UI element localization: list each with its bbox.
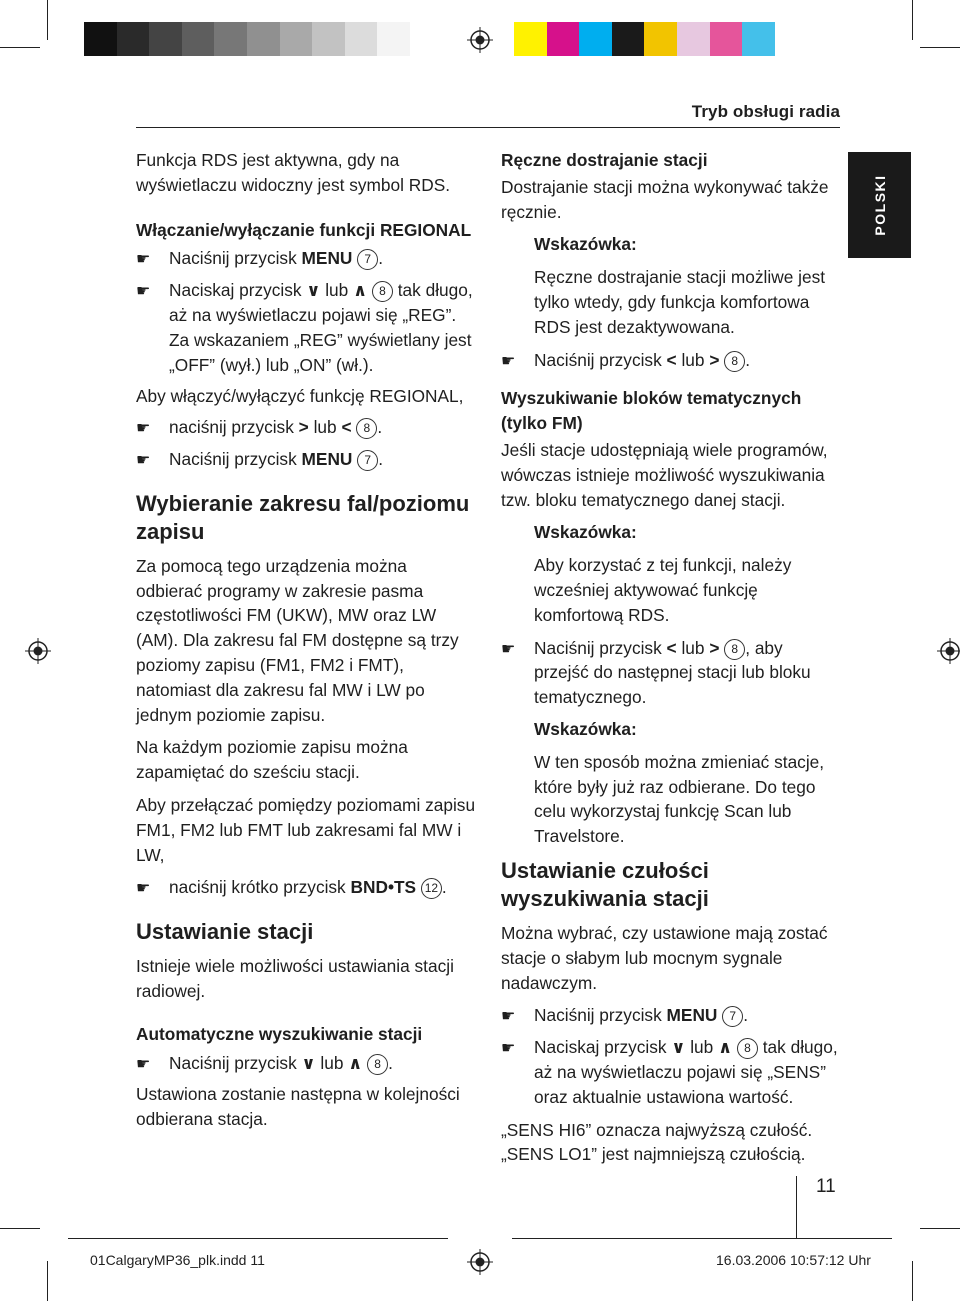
color-swatch <box>612 22 645 56</box>
pointing-hand-icon: ☛ <box>136 420 151 438</box>
registration-mark-icon <box>467 27 493 53</box>
range-paragraph: Na każdym poziomie zapisu można zapamiętać do sześciu stacji. <box>136 737 408 783</box>
footer-rule <box>68 1238 448 1239</box>
button-number-badge: 8 <box>372 281 393 302</box>
crop-mark <box>912 0 913 40</box>
button-number-badge: 8 <box>724 351 745 372</box>
sensitivity-heading: Ustawianie czułości wyszukiwania stacji <box>501 857 709 911</box>
language-tab-label: POLSKI <box>871 174 888 236</box>
color-swatch <box>775 22 808 56</box>
down-arrow-icon: ∨ <box>306 280 321 301</box>
pointing-hand-icon: ☛ <box>136 451 151 469</box>
color-swatch <box>182 22 215 56</box>
registration-mark-icon <box>937 638 960 664</box>
tip-text: W ten sposób można zmieniać stacje, które były już raz odbierane. Do tego celu wykorzystaj funkcję Scan lub Travelstore. <box>534 751 825 847</box>
left-arrow-icon: < <box>666 637 677 658</box>
button-number-badge: 7 <box>722 1006 743 1027</box>
list-item: ☛ Naciśnij przycisk MENU 7 . <box>136 447 476 472</box>
color-swatch <box>377 22 410 56</box>
running-title: Tryb obsługi radia <box>691 102 840 121</box>
up-arrow-icon: ∧ <box>348 1052 363 1073</box>
pointing-hand-icon: ☛ <box>501 1040 516 1058</box>
regional-heading: Włączanie/wyłączanie funkcji REGIONAL <box>136 219 472 240</box>
page-number: 11 <box>816 1176 836 1197</box>
left-arrow-icon: < <box>341 417 352 438</box>
left-arrow-icon: < <box>666 349 677 370</box>
list-item: ☛ Naciśnij przycisk MENU 7 . <box>136 246 476 271</box>
color-swatch <box>710 22 743 56</box>
auto-search-result: Ustawiona zostanie następna w kolejności odbierana stacja. <box>136 1084 460 1130</box>
button-number-badge: 7 <box>357 450 378 471</box>
pointing-hand-icon: ☛ <box>136 283 151 301</box>
manual-tuning-paragraph: Dostrajanie stacji można wykonywać także ręcznie. <box>501 176 829 222</box>
color-swatch <box>579 22 612 56</box>
crop-mark <box>920 47 960 48</box>
list-item: ☛ Naciskaj przycisk ∨ lub ∧ 8 tak długo, aż na wyświetlaczu pojawi się „SENS” oraz aktualnie ustawiona wartość. <box>501 1037 838 1107</box>
tuning-paragraph: Istnieje wiele możliwości ustawiania stacji radiowej. <box>136 956 454 1001</box>
color-swatch <box>547 22 580 56</box>
color-swatch <box>84 22 117 56</box>
crop-mark <box>0 1228 40 1229</box>
header-rule <box>136 127 840 128</box>
list-item: ☛ Naciśnij przycisk < lub > 8 , aby przejść do następnej stacji lub bloku tematycznego. <box>501 637 811 708</box>
registration-mark-icon <box>25 638 51 664</box>
list-item: ☛ Naciśnij przycisk ∨ lub ∧ 8 . <box>136 1051 476 1076</box>
button-number-badge: 8 <box>367 1054 388 1075</box>
footer-file: 01CalgaryMP36_plk.indd 11 <box>90 1252 265 1268</box>
pointing-hand-icon: ☛ <box>136 880 151 898</box>
sensitivity-note: „SENS HI6” oznacza najwyższą czułość. „SENS LO1” jest najmniejszą czułością. <box>501 1119 813 1165</box>
color-swatch <box>345 22 378 56</box>
color-swatch <box>644 22 677 56</box>
auto-search-heading: Automatyczne wyszukiwanie stacji <box>136 1023 423 1044</box>
color-swatch <box>247 22 280 56</box>
range-paragraph: Aby przełączać pomiędzy poziomami zapisu FM1, FM2 lub FMT lub zakresami fal MW i LW, <box>136 794 476 865</box>
range-paragraph: Za pomocą tego urządzenia można odbierać programy w zakresie pasma częstotliwości FM (UKW), MW oraz LW (AM). Dla zakresu fal FM dostępne są trzy poziomy zapisu (FM1, FM2 i FMT), natomiast dla zakresu fal MW i LW po jednym poziomie zapisu. <box>136 555 459 725</box>
color-swatch <box>117 22 150 56</box>
color-swatch <box>514 22 547 56</box>
color-swatch <box>677 22 710 56</box>
pointing-hand-icon: ☛ <box>501 640 516 658</box>
list-item: ☛ naciśnij krótko przycisk BND•TS 12 . <box>136 875 476 900</box>
range-heading: Wybieranie zakresu fal/poziomu zapisu <box>136 490 470 544</box>
pointing-hand-icon: ☛ <box>136 251 151 269</box>
manual-tuning-heading: Ręczne dostrajanie stacji <box>501 150 708 170</box>
pointing-hand-icon: ☛ <box>136 1055 151 1073</box>
tip-label: Wskazówka: <box>534 718 637 739</box>
pty-paragraph: Jeśli stacje udostępniają wiele programów, wówczas istnieje możliwość wyszukiwania tzw. bloku tematycznego danej stacji. <box>501 439 828 510</box>
list-item: ☛ Naciskaj przycisk ∨ lub ∧ 8 tak długo, aż na wyświetlaczu pojawi się „REG”. Za wskazaniem „REG” wyświetlany jest „OFF” (wył.) lub „ON” (wł.). <box>136 280 473 375</box>
grayscale-color-bar <box>84 22 410 56</box>
button-number-badge: 8 <box>737 1038 758 1059</box>
cmyk-color-bar <box>514 22 807 56</box>
tip-text: Ręczne dostrajanie stacji możliwe jest tylko wtedy, gdy funkcja komfortowa RDS jest dezaktywowana. <box>534 267 826 337</box>
button-number-badge: 12 <box>421 878 442 899</box>
pointing-hand-icon: ☛ <box>501 1008 516 1026</box>
tip-label: Wskazówka: <box>534 522 637 543</box>
left-column <box>136 148 476 1140</box>
page-number-rule <box>796 1176 797 1238</box>
color-swatch <box>312 22 345 56</box>
right-arrow-icon: > <box>709 637 720 658</box>
crop-mark <box>912 1261 913 1301</box>
color-swatch <box>149 22 182 56</box>
button-number-badge: 7 <box>357 249 378 270</box>
footer-timestamp: 16.03.2006 10:57:12 Uhr <box>716 1252 871 1268</box>
list-item: ☛ naciśnij przycisk > lub < 8 . <box>136 415 476 440</box>
color-swatch <box>742 22 775 56</box>
down-arrow-icon: ∨ <box>671 1037 686 1058</box>
rds-note: Funkcja RDS jest aktywna, gdy na wyświetlaczu widoczny jest symbol RDS. <box>136 150 451 195</box>
registration-mark-icon <box>467 1249 493 1275</box>
crop-mark <box>0 47 40 48</box>
pty-heading: Wyszukiwanie bloków tematycznych (tylko FM) <box>501 388 802 434</box>
down-arrow-icon: ∨ <box>301 1052 316 1073</box>
button-number-badge: 8 <box>356 418 377 439</box>
tip-label: Wskazówka: <box>534 234 637 255</box>
button-number-badge: 8 <box>724 639 745 660</box>
crop-mark <box>47 1261 48 1301</box>
enable-text: Aby włączyć/wyłączyć funkcję REGIONAL, <box>136 386 464 407</box>
right-column <box>501 148 841 1175</box>
crop-mark <box>47 0 48 40</box>
footer-rule <box>512 1238 892 1239</box>
up-arrow-icon: ∧ <box>718 1037 733 1058</box>
language-tab <box>848 152 911 258</box>
up-arrow-icon: ∧ <box>353 280 368 301</box>
color-swatch <box>214 22 247 56</box>
crop-mark <box>920 1228 960 1229</box>
list-item: ☛ Naciśnij przycisk MENU 7 . <box>501 1003 841 1028</box>
pointing-hand-icon: ☛ <box>501 352 516 370</box>
list-item: ☛ Naciśnij przycisk < lub > 8 . <box>501 348 841 373</box>
right-arrow-icon: > <box>298 417 309 438</box>
color-swatch <box>280 22 313 56</box>
tuning-heading: Ustawianie stacji <box>136 919 314 945</box>
right-arrow-icon: > <box>709 349 720 370</box>
tip-text: Aby korzystać z tej funkcji, należy wcześniej aktywować funkcję komfortową RDS. <box>534 555 792 625</box>
sensitivity-paragraph: Można wybrać, czy ustawione mają zostać stacje o słabym lub mocnym sygnale nadawczym. <box>501 922 828 993</box>
